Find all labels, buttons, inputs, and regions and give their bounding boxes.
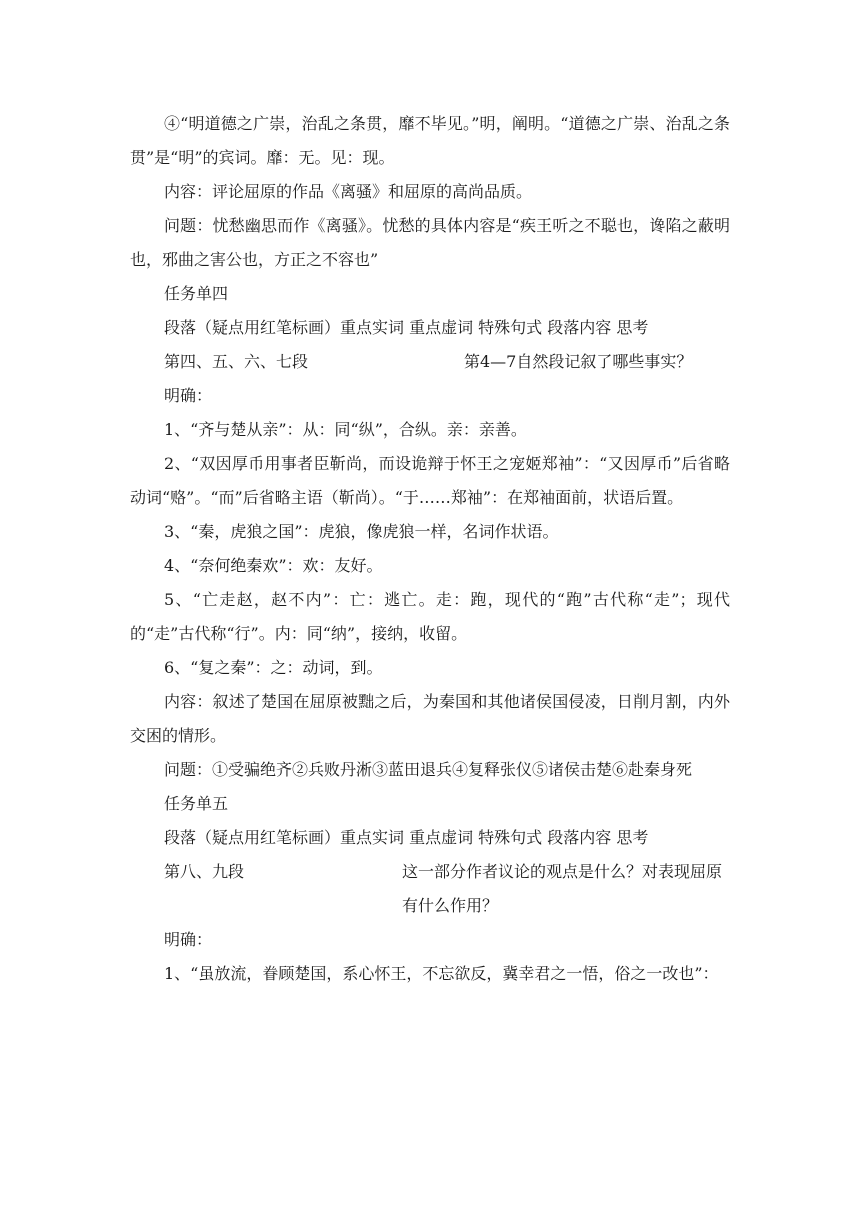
row-paragraph-label: 第八、九段 xyxy=(164,862,245,881)
paragraph-1: ④“明道德之广崇，治乱之条贯，靡不毕见。”明，阐明。“道德之广崇、治乱之条贯”是“明”的宾词。靡：无。见：现。 xyxy=(130,114,730,167)
row-question: 这一部分作者议论的观点是什么？对表现屈原有什么作用？ xyxy=(402,862,723,915)
task-sheet-4-heading: 任务单四 xyxy=(164,284,229,303)
note-4: 4、“奈何绝秦欢”：欢：友好。 xyxy=(164,556,383,575)
task-sheet-5-heading: 任务单五 xyxy=(164,794,229,813)
note-8-1: 1、“虽放流，眷顾楚国，系心怀王，不忘欲反，冀幸君之一悟，俗之一改也”： xyxy=(164,964,719,983)
row-question: 第4—7自然段记叙了哪些事实？ xyxy=(464,352,693,371)
note-2: 2、“双因厚币用事者臣靳尚，而设诡辩于怀王之宠姬郑袖”：“又因厚币”后省略动词“赂”。“而”后省略主语（靳尚）。“于……郑袖”：在郑袖面前，状语后置。 xyxy=(130,454,730,507)
content-summary: 内容：叙述了楚国在屈原被黜之后，为秦国和其他诸侯国侵凌，日削月割，内外交困的情形。 xyxy=(130,692,730,745)
question-answer: 问题：①受骗绝齐②兵败丹淅③蓝田退兵④复释张仪⑤诸侯击楚⑥赴秦身死 xyxy=(164,760,693,779)
task-sheet-4-columns: 段落（疑点用红笔标画）重点实词 重点虚词 特殊句式 段落内容 思考 xyxy=(164,318,649,337)
paragraph-question: 问题：忧愁幽思而作《离骚》。忧愁的具体内容是“疾王听之不聪也，谗陷之蔽明也，邪曲之害公也，方正之不容也” xyxy=(130,216,730,269)
note-5: 5、“亡走赵，赵不内”：亡：逃亡。走：跑，现代的“跑”古代称“走”；现代的“走”古代称“行”。内：同“纳”，接纳，收留。 xyxy=(130,590,730,643)
task-sheet-5-columns: 段落（疑点用红笔标画）重点实词 重点虚词 特殊句式 段落内容 思考 xyxy=(164,828,649,847)
note-3: 3、“秦，虎狼之国”：虎狼，像虎狼一样，名词作状语。 xyxy=(164,522,559,541)
note-6: 6、“复之秦”：之：动词，到。 xyxy=(164,658,383,677)
task-sheet-5-row xyxy=(130,855,730,923)
task-sheet-4-row xyxy=(130,345,730,379)
row-paragraph-label: 第四、五、六、七段 xyxy=(164,352,309,371)
document-page xyxy=(130,107,730,991)
clarify-label-2: 明确： xyxy=(164,930,213,949)
paragraph-content: 内容：评论屈原的作品《离骚》和屈原的高尚品质。 xyxy=(164,182,533,201)
clarify-label: 明确： xyxy=(164,386,213,405)
note-1: 1、“齐与楚从亲”：从：同“纵”，合纵。亲：亲善。 xyxy=(164,420,527,439)
